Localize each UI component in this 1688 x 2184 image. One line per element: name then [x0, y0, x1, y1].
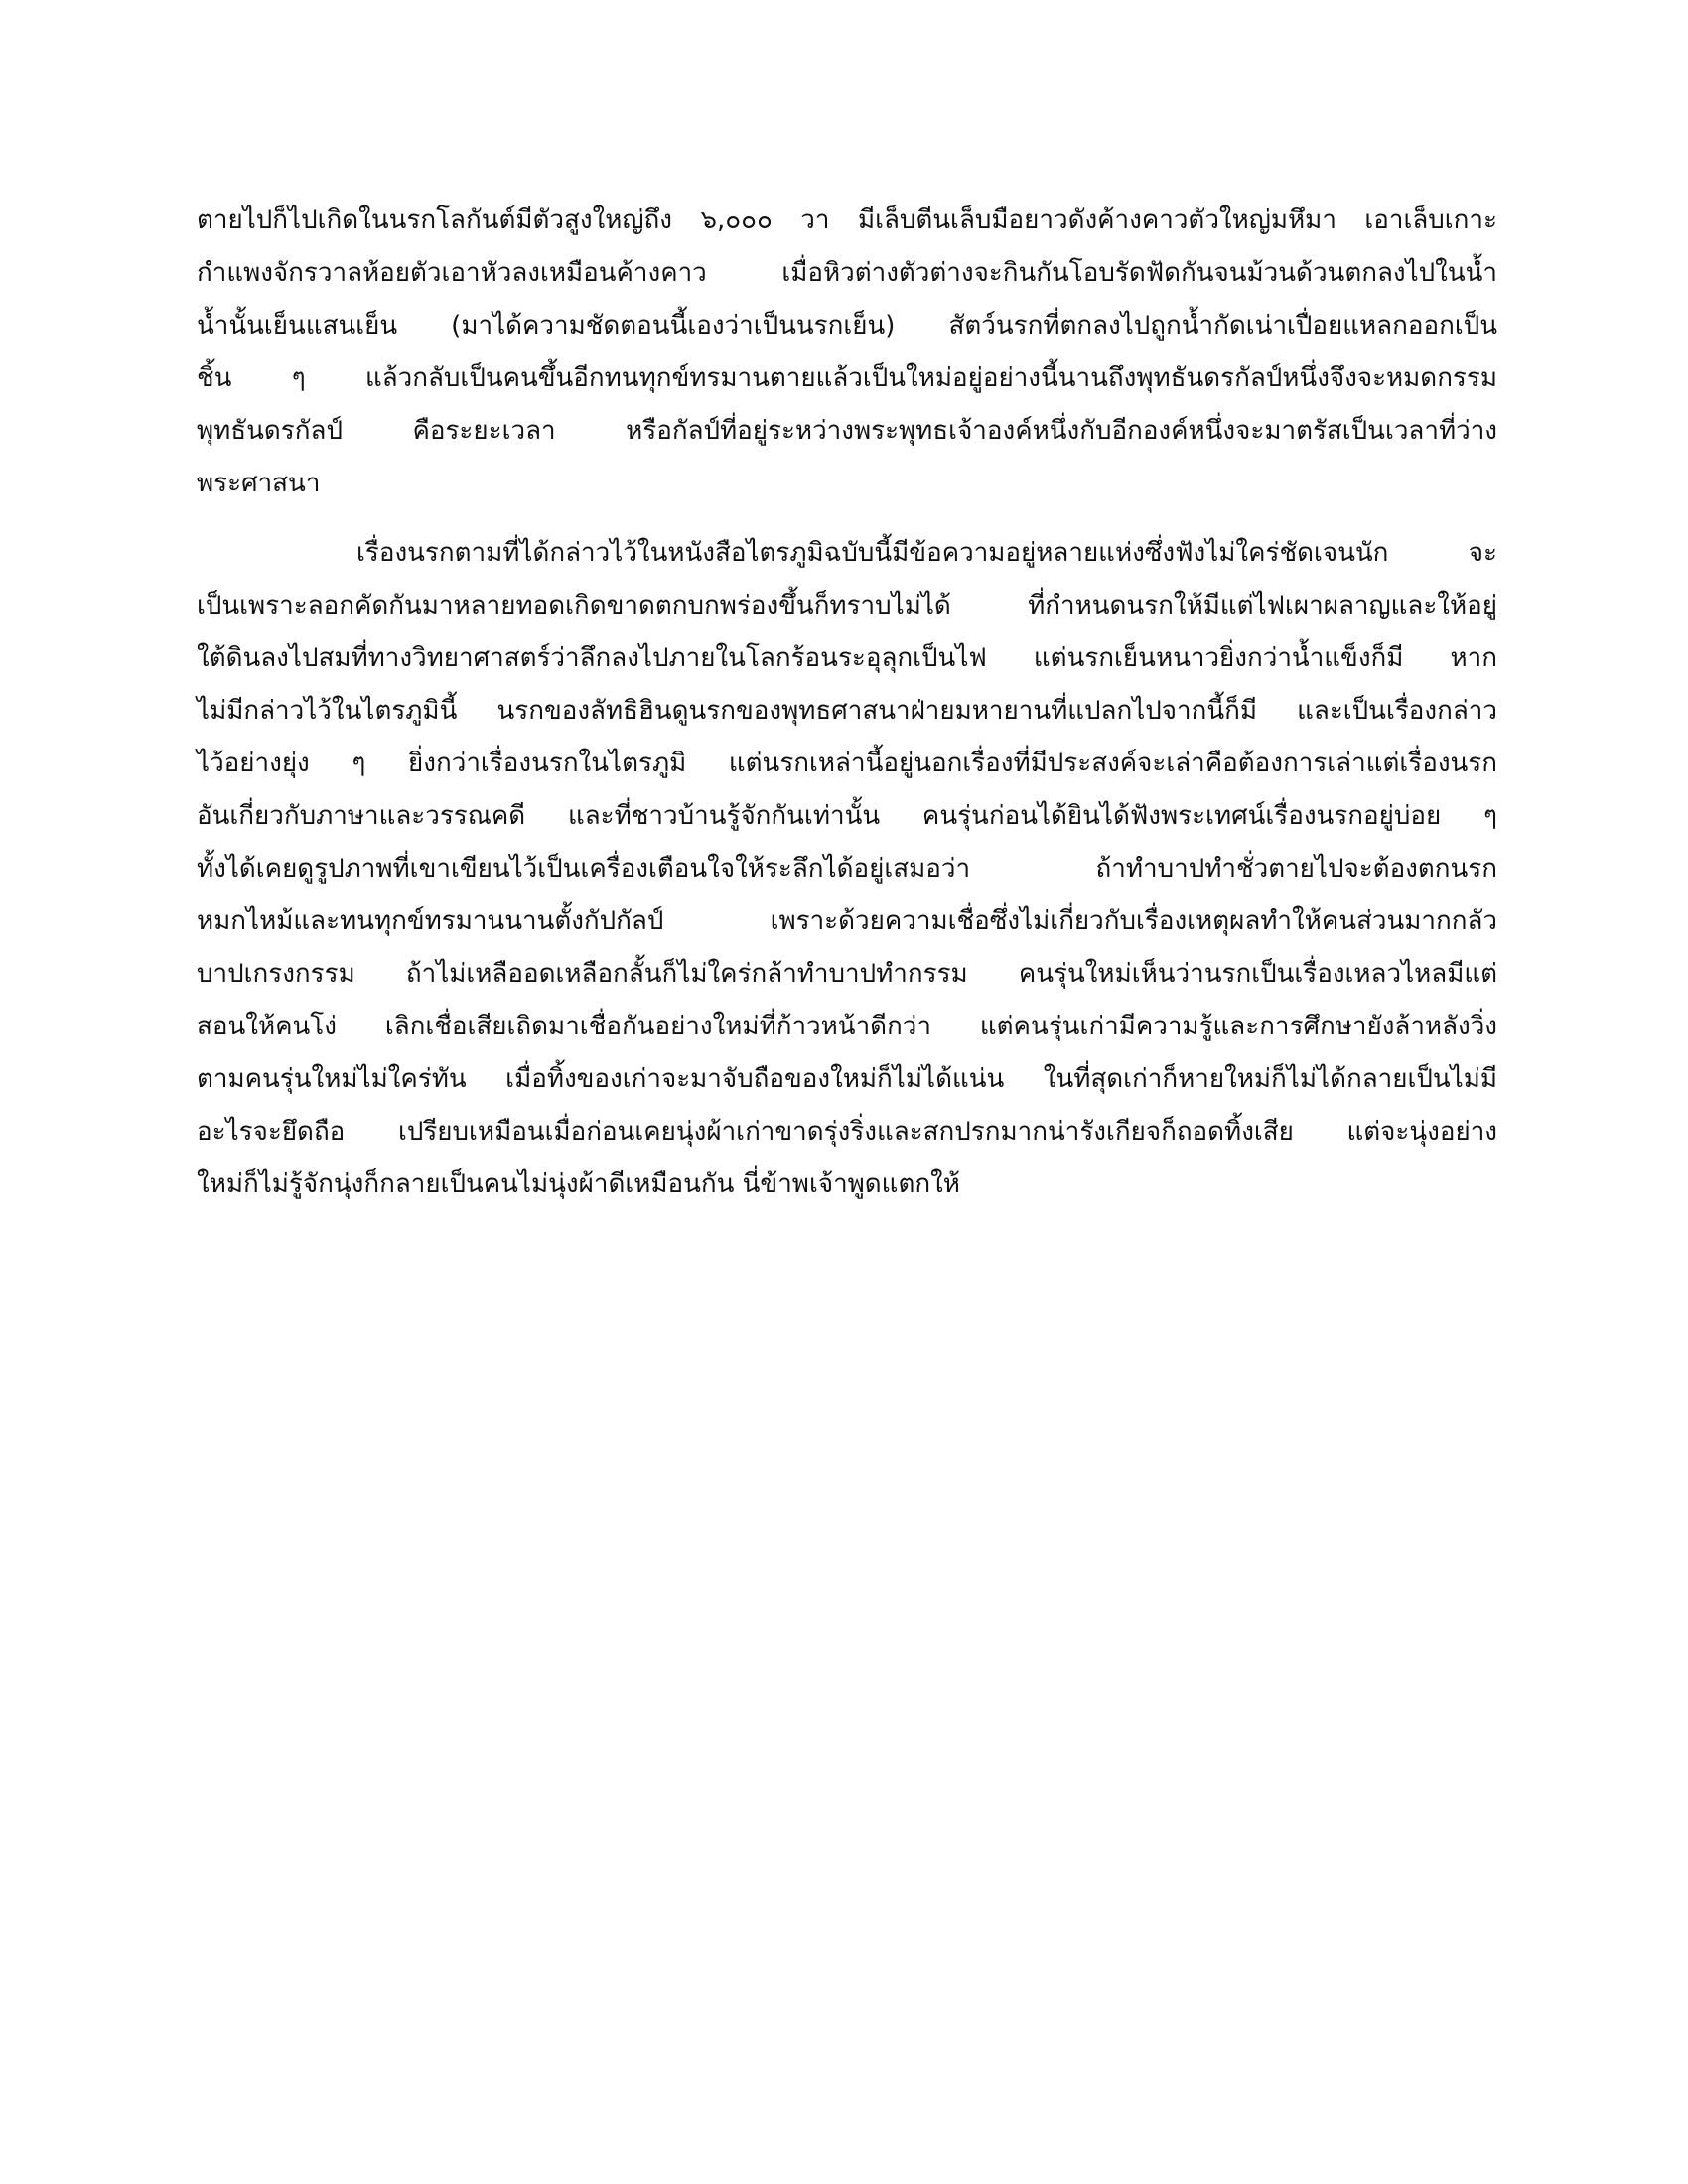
text-line: ตามคนรุ่นใหม่ไม่ใคร่ทัน เมื่อทิ้งของเก่าจะมาจับถือของใหม่ก็ไม่ได้แน่น ในที่สุดเก่าก็หายใหม่ก็ไม่ได้กลายเป็นไม่มี: [197, 1064, 1497, 1094]
paragraph-spacer: [197, 510, 1497, 527]
text-line: บาปเกรงกรรม ถ้าไม่เหลืออดเหลือกลั้นก็ไม่ใคร่กล้าทำบาปทำกรรม คนรุ่นใหม่เห็นว่านรกเป็นเรื่องเหลวไหลมีแต่: [197, 959, 1497, 989]
text-line: ไว้อย่างยุ่ง ๆ ยิ่งกว่าเรื่องนรกในไตรภูมิ แต่นรกเหล่านี้อยู่นอกเรื่องที่มีประสงค์จะเล่าคือต้องการเล่าแต่เรื่องนรก: [197, 749, 1497, 778]
text-line: ใหม่ก็ไม่รู้จักนุ่งก็กลายเป็นคนไม่นุ่งผ้าดีเหมือนกัน นี่ข้าพเจ้าพูดแตกให้: [197, 1169, 960, 1199]
text-line: พระศาสนา: [197, 469, 321, 498]
text-line: พุทธันดรกัลป์ คือระยะเวลา หรือกัลป์ที่อยู่ระหว่างพระพุทธเจ้าองค์หนึ่งกับอีกองค์หนึ่งจะมาตรัสเป็นเวลาที่ว่าง: [197, 416, 1497, 446]
text-line: สอนให้คนโง่ เลิกเชื่อเสียเถิดมาเชื่อกันอย่างใหม่ที่ก้าวหน้าดีกว่า แต่คนรุ่นเก่ามีความรู้และการศึกษายังล้าหลังวิ่ง: [197, 1012, 1497, 1041]
text-line: ไม่มีกล่าวไว้ในไตรภูมินี้ นรกของลัทธิฮินดูนรกของพุทธศาสนาฝ่ายมหายานที่แปลกไปจากนี้ก็มี และเป็นเรื่องกล่าว: [197, 696, 1497, 726]
text-line: อันเกี่ยวกับภาษาและวรรณคดี และที่ชาวบ้านรู้จักกันเท่านั้น คนรุ่นก่อนได้ยินได้ฟังพระเทศน์เรื่องนรกอยู่บ่อย ๆ: [197, 801, 1497, 831]
text-line: ใต้ดินลงไปสมที่ทางวิทยาศาสตร์ว่าลึกลงไปภายในโลกร้อนระอุลุกเป็นไฟ แต่นรกเย็นหนาวยิ่งกว่าน้ำแข็งก็มี หาก: [197, 643, 1497, 673]
text-line: หมกไหม้และทนทุกข์ทรมานนานตั้งกัปกัลป์ เพราะด้วยความเชื่อซึ่งไม่เกี่ยวกับเรื่องเหตุผลทำให้คนส่วนมากกลัว: [197, 906, 1497, 936]
paragraph-1: [197, 195, 1497, 510]
body-text: [197, 195, 1497, 1211]
paragraph-2: [197, 527, 1497, 1211]
text-line: เรื่องนรกตามที่ได้กล่าวไว้ในหนังสือไตรภูมิฉบับนี้มีข้อความอยู่หลายแห่งซึ่งฟังไม่ใคร่ชัดเจนนัก จะ: [356, 538, 1497, 568]
text-line: อะไรจะยึดถือ เปรียบเหมือนเมื่อก่อนเคยนุ่งผ้าเก่าขาดรุ่งริ่งและสกปรกมากน่ารังเกียจก็ถอดทิ้งเสีย แต่จะนุ่งอย่าง: [197, 1117, 1497, 1147]
text-line: น้ำนั้นเย็นแสนเย็น (มาได้ความชัดตอนนี้เองว่าเป็นนรกเย็น) สัตว์นรกที่ตกลงไปถูกน้ำกัดเน่าเปื่อยแหลกออกเป็น: [197, 311, 1497, 341]
text-line: ทั้งได้เคยดูรูปภาพที่เขาเขียนไว้เป็นเครื่องเตือนใจให้ระลึกได้อยู่เสมอว่า ถ้าทำบาปทำชั่วตายไปจะต้องตกนรก: [197, 854, 1497, 884]
text-line: เป็นเพราะลอกคัดกันมาหลายทอดเกิดขาดตกบกพร่องขึ้นก็ทราบไม่ได้ ที่กำหนดนรกให้มีแต่ไฟเผาผลาญและให้อยู่: [197, 591, 1497, 620]
text-line: ชิ้น ๆ แล้วกลับเป็นคนขึ้นอีกทนทุกข์ทรมานตายแล้วเป็นใหม่อยู่อย่างนี้นานถึงพุทธันดรกัลป์หนึ่งจึงจะหมดกรรม: [197, 363, 1497, 393]
text-line: กำแพงจักรวาลห้อยตัวเอาหัวลงเหมือนค้างคาว เมื่อหิวต่างตัวต่างจะกินกันโอบรัดฟัดกันจนม้วนด้วนตกลงไปในน้ำ: [197, 258, 1497, 288]
text-line: ตายไปก็ไปเกิดในนรกโลกันต์มีตัวสูงใหญ่ถึง ๖,๐๐๐ วา มีเล็บตีนเล็บมือยาวดังค้างคาวตัวใหญ่มหึมา เอาเล็บเกาะ: [197, 205, 1497, 235]
